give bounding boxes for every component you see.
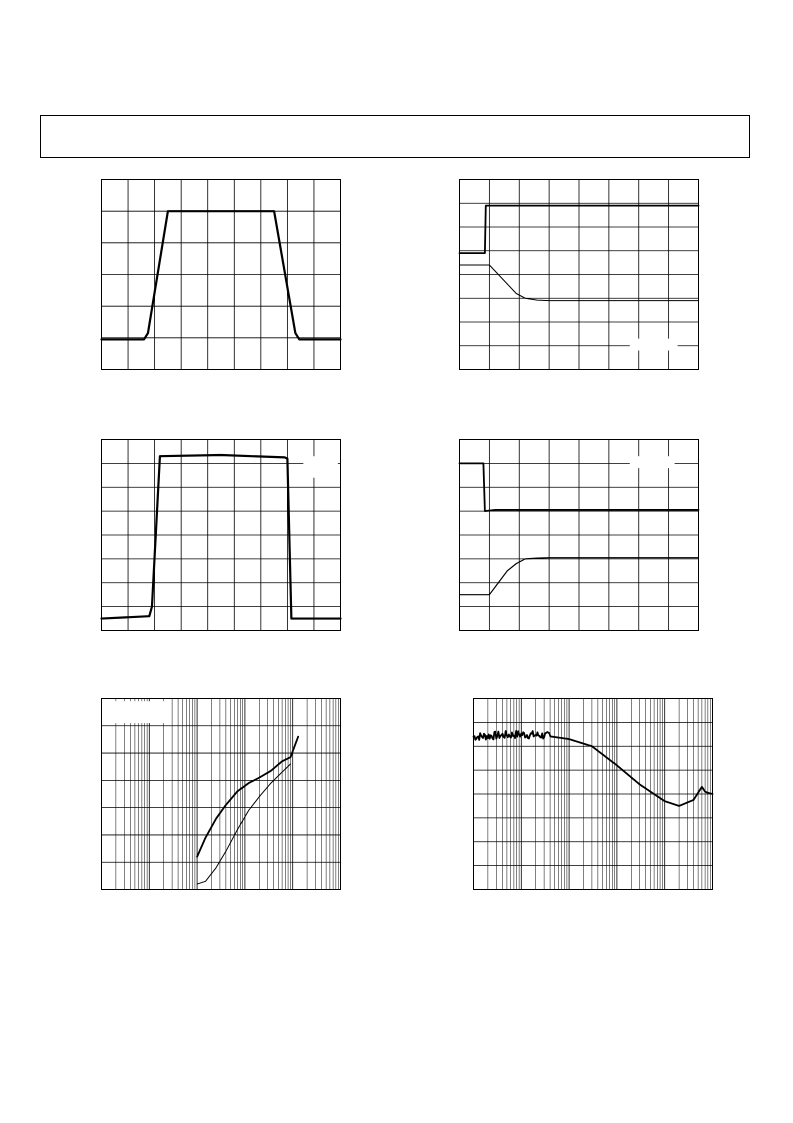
legend-blank-area xyxy=(630,339,678,351)
chart-5 xyxy=(101,698,341,890)
chart-3 xyxy=(101,439,341,631)
section-header-box xyxy=(40,115,750,158)
chart-6 xyxy=(473,698,713,890)
plot-frame xyxy=(102,699,341,890)
legend-blank-area xyxy=(107,701,169,723)
chart-1 xyxy=(101,179,341,370)
legend-blank-area xyxy=(303,456,338,477)
chart-2 xyxy=(459,179,699,370)
chart-4 xyxy=(459,439,699,631)
legend-blank-area xyxy=(630,456,675,468)
